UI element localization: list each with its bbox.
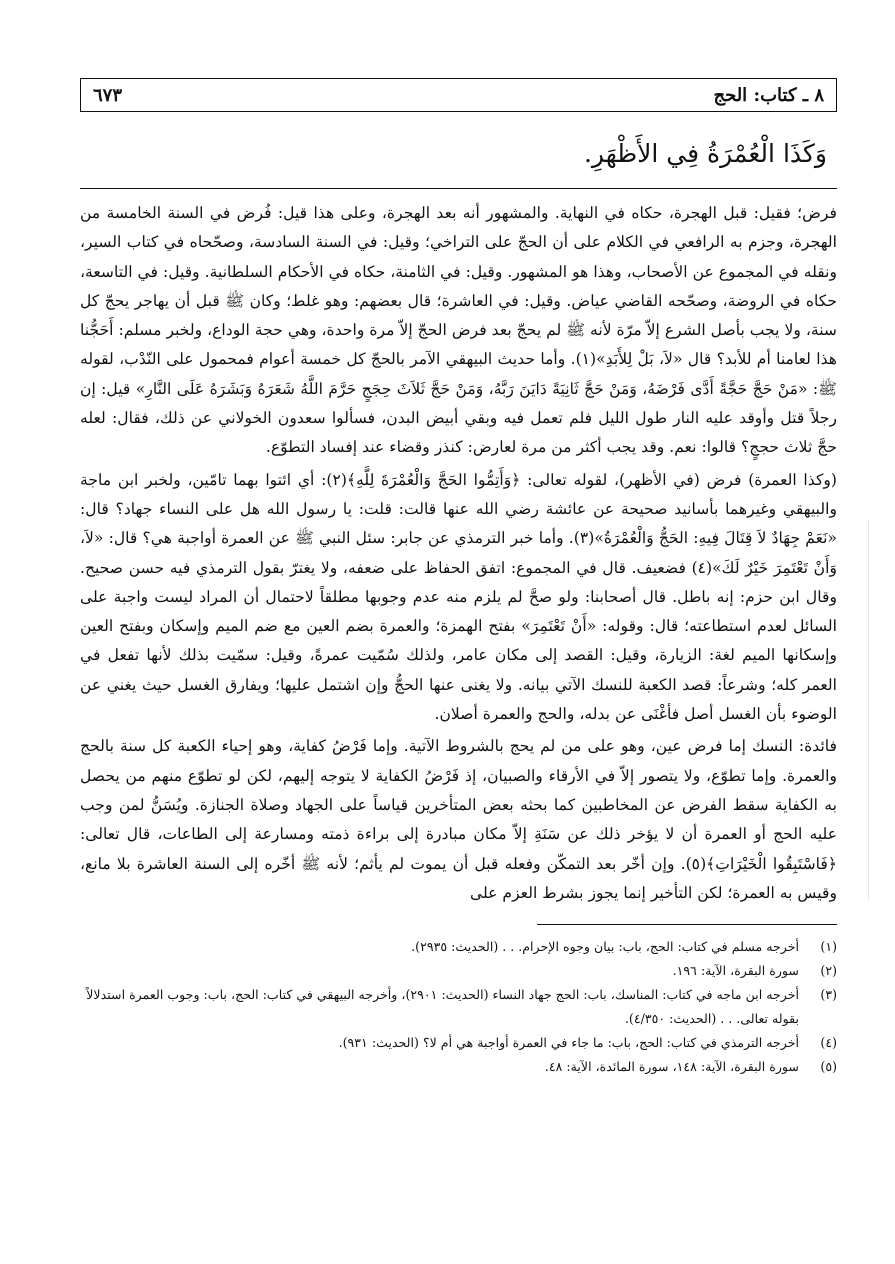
- page-header: [80, 78, 837, 112]
- paragraph: (وكذا العمرة) فرض (في الأظهر)، لقوله تعالى: ﴿وَأَتِمُّوا الحَجَّ وَالْعُمْرَةَ لِلَّهِ﴾(٢): أي ائتوا بهما تامّين، ولخبر ابن ماجة والبيهقي وغيرهما بأسانيد صحيحة عن عائشة رضي الله عنها قالت: قلت: يا رسول الله هل على النساء جهاد؟ قال: «نَعَمْ جِهَادٌ لاَ قِتَالَ فِيهِ: الحَجُّ وَالْعُمْرَةُ»(٣). وأما خبر الترمذي عن جابر: سئل النبي ﷺ عن العمرة أواجبة هي؟ قال: «لاَ، وَأَنْ تَعْتَمِرَ خَيْرٌ لَكَ»(٤) فضعيف. قال في المجموع: اتفق الحفاظ على ضعفه، ولا يغترّ بقول الترمذي فيه حسن صحيح. وقال ابن حزم: إنه باطل. قال أصحابنا: ولو صحَّ لم يلزم منه عدم وجوبها مطلقاً لاحتمال أن المراد ليست واجبة على السائل لعدم استطاعته؛ قال: وقوله: «أَنْ تَعْتَمِرَ» بفتح الهمزة؛ والعمرة بضم العين مع ضم الميم وإسكان وبفتح العين وإسكانها الميم لغة: الزيارة، وقيل: القصد إلى مكان عامر، ولذلك سُمّيت عمرةً، وقيل: سمّيت بذلك لأنها تفعل في العمر كله؛ وشرعاً: قصد الكعبة للنسك الآتي بيانه. ولا يغنى عنها الحجُّ وإن اشتمل عليها؛ ويفارق الغسل حيث يغني عن الوضوء بأن الغسل أصل فأغْنَى عن بدله، والحج والعمرة أصلان.: [80, 470, 838, 724]
- footnote-text: أخرجه ابن ماجه في كتاب: المناسك، باب: الحج جهاد النساء (الحديث: ٢٩٠١)، وأخرجه البيهقي في كتاب: الحج، باب: وجوب العمرة استدلالاً بقوله تعالى. . . (الحديث: ٤/٣٥٠).: [86, 987, 799, 1027]
- matn-separator: [80, 188, 837, 189]
- footnote-text: أخرجه مسلم في كتاب: الحج، باب: بيان وجوه الإحرام. . . (الحديث: ٢٩٣٥).: [411, 939, 799, 955]
- footnotes: [80, 935, 837, 1079]
- footnote-number: (٤): [820, 1035, 837, 1051]
- footnote: [80, 1031, 837, 1055]
- footnote: [80, 1055, 837, 1079]
- footnote-number: (٢): [820, 963, 837, 979]
- footnote-text: أخرجه الترمذي في كتاب: الحج، باب: ما جاء في العمرة أواجبة هي أم لا؟ (الحديث: ٩٣١).: [338, 1035, 799, 1051]
- chapter-title: ٨ ـ كتاب: الحج: [713, 84, 824, 106]
- scan-margin-line: [868, 520, 869, 900]
- paragraph: فرض؛ فقيل: قبل الهجرة، حكاه في النهاية. والمشهور أنه بعد الهجرة، وعلى هذا قيل: فُرض في السنة الخامسة من الهجرة، وجزم به الرافعي في الكلام على أن الحجّ على التراخي؛ وقيل: في السنة السادسة، وصحّحاه في كتاب السير، ونقله في المجموع عن الأصحاب، وهذا هو المشهور. وقيل: في الثامنة، حكاه في الأحكام السلطانية. وقيل: في التاسعة، حكاه في الروضة، وصحّحه القاضي عياض. وقيل: في العاشرة؛ قال بعضهم: وهو غلط؛ وكان ﷺ قبل أن يهاجر يحجّ كل سنة، ولا يجب بأصل الشرع إلاّ مرّة لأنه ﷺ لم يحجّ بعد فرض الحجّ إلاّ مرة واحدة، وهي حجة الوداع، ولخبر مسلم: أَحَجُّنا هذا لعامنا أم للأبد؟ قال «لاَ، بَلْ لِلأَبَدِ»(١). وأما حديث البيهقي الآمر بالحجّ كل خمسة أعوام فمحمول على النّدْب، لقوله ﷺ: «مَنْ حَجَّ حَجَّةً أَدَّى فَرْضَهُ، وَمَنْ حَجَّ ثَانِيَةً دَايَنَ رَبَّهُ، وَمَنْ حَجَّ ثَلاَثَ حِجَجٍ حَرَّمَ اللَّهُ شَعَرَهُ وَبَشَرَهُ عَلَى النَّارِ» قيل: إن رجلاً قتل وأوقد عليه النار طول الليل فلم تعمل فيه وبقي أبيض البدن، فسألوا سعدون الخولاني عن ذلك، فقال: لعله حجَّ ثلاث حججٍ؟ قالوا: نعم. وقد يجب أكثر من مرة لعارض: كنذر وقضاء عند إفساد التطوّع.: [80, 204, 837, 457]
- page-number: ٦٧٣: [93, 84, 123, 106]
- book-page: [80, 78, 837, 1079]
- footnote: [80, 935, 837, 959]
- footnote-text: سورة البقرة، الآية: ١٩٦.: [672, 963, 799, 979]
- footnote-number: (٥): [820, 1059, 837, 1075]
- footnote-number: (٣): [820, 987, 837, 1003]
- footnote-text: سورة البقرة، الآية: ١٤٨، سورة المائدة، الآية: ٤٨.: [544, 1059, 799, 1075]
- footnote-separator: [537, 924, 837, 925]
- footnote: [80, 959, 837, 983]
- footnote: [80, 983, 837, 1031]
- commentary-body: [80, 199, 837, 908]
- main-text-matn: وَكَذَا الْعُمْرَةُ فِي الأَظْهَرِ.: [583, 139, 827, 168]
- footnote-number: (١): [820, 939, 837, 955]
- paragraph: فائدة: النسك إما فرض عين، وهو على من لم يحج بالشروط الآتية. وإما فَرْضُ كفاية، وهو إحياء الكعبة كل سنة بالحج والعمرة. وإما تطوّع، ولا يتصور إلاّ في الأرقاء والصبيان، إذ فَرْضُ الكفاية لا يتوجه إليهم، لكن لو تطوّع منهم من يحصل به الكفاية سقط الفرض عن المخاطبين كما بحثه بعض المتأخرين قياساً على الجهاد وصلاة الجنازة. ويُسَنُّ لمن وجب عليه الحج أو العمرة أن لا يؤخر ذلك عن سَنَةِ إلاّ مكان مبادرة إلى براءة ذمته ومسارعة إلى الطاعات، قال تعالى: ﴿فَاسْتَبِقُوا الْخَيْرَاتِ﴾(٥). وإن أخّر بعد التمكّن وفعله قبل أن يموت لم يأثم؛ لأنه ﷺ أخّره إلى السنة العاشرة بلا مانع، وقيس به العمرة؛ لكن التأخير إنما يجوز بشرط العزم على: [80, 737, 837, 902]
